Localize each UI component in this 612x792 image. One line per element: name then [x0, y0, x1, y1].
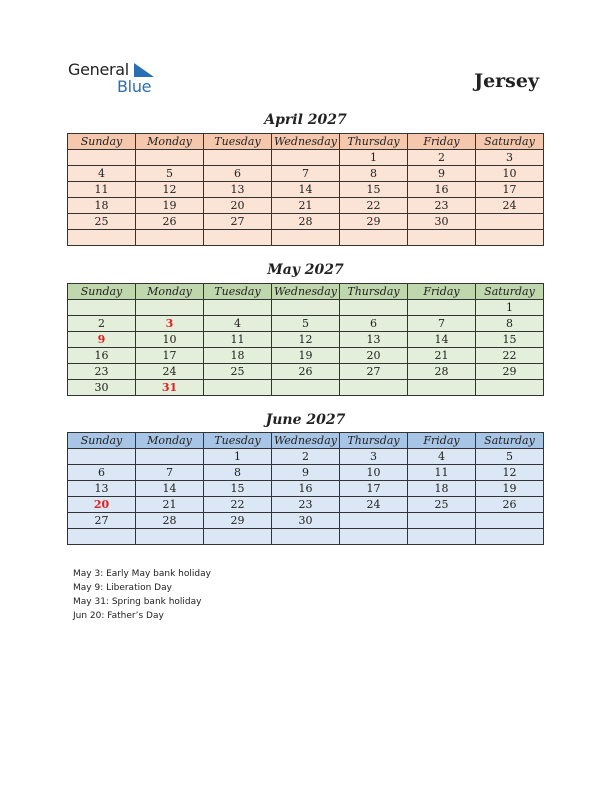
day-cell: 10: [136, 332, 204, 348]
day-cell: 20: [340, 348, 408, 364]
empty-day-cell: [68, 230, 136, 246]
empty-day-cell: [204, 529, 272, 545]
day-cell: 8: [476, 316, 544, 332]
day-cell: 2: [68, 316, 136, 332]
day-cell: 27: [204, 214, 272, 230]
day-cell: 19: [136, 198, 204, 214]
day-cell: 14: [272, 182, 340, 198]
day-cell: 22: [340, 198, 408, 214]
day-cell: 25: [204, 364, 272, 380]
generalblue-logo: [68, 60, 168, 96]
week-row: [68, 449, 544, 465]
weekday-header-tuesday: Tuesday: [204, 284, 272, 300]
day-cell: 3: [476, 150, 544, 166]
empty-day-cell: [68, 449, 136, 465]
day-cell: 26: [136, 214, 204, 230]
day-cell: 24: [340, 497, 408, 513]
empty-day-cell: [340, 513, 408, 529]
day-cell: 11: [408, 465, 476, 481]
calendar-body: [68, 150, 544, 246]
day-cell: 7: [272, 166, 340, 182]
week-row: [68, 348, 544, 364]
empty-day-cell: [68, 150, 136, 166]
weekday-header-row: [68, 134, 544, 150]
weekday-header-row: [68, 433, 544, 449]
day-cell: 16: [272, 481, 340, 497]
holiday-note: May 3: Early May bank holiday: [73, 569, 211, 579]
day-cell: 25: [68, 214, 136, 230]
weekday-header-sunday: Sunday: [68, 134, 136, 150]
weekday-header-tuesday: Tuesday: [204, 134, 272, 150]
weekday-header-tuesday: Tuesday: [204, 433, 272, 449]
day-cell: 10: [340, 465, 408, 481]
empty-day-cell: [476, 230, 544, 246]
weekday-header-row: [68, 284, 544, 300]
day-cell: 8: [204, 465, 272, 481]
day-cell: 30: [408, 214, 476, 230]
day-cell: 23: [68, 364, 136, 380]
day-cell: 22: [204, 497, 272, 513]
weekday-header-thursday: Thursday: [340, 134, 408, 150]
week-row: [68, 497, 544, 513]
empty-day-cell: [68, 529, 136, 545]
weekday-header-monday: Monday: [136, 134, 204, 150]
week-row: [68, 364, 544, 380]
calendar-body: [68, 300, 544, 396]
day-cell: 16: [408, 182, 476, 198]
day-cell: 11: [68, 182, 136, 198]
day-cell: 5: [476, 449, 544, 465]
day-cell: 28: [272, 214, 340, 230]
day-cell: 21: [136, 497, 204, 513]
week-row: [68, 198, 544, 214]
holiday-note: May 9: Liberation Day: [73, 583, 172, 593]
day-cell: 14: [136, 481, 204, 497]
day-cell: 10: [476, 166, 544, 182]
logo-triangle-icon: [132, 63, 154, 79]
empty-day-cell: [204, 150, 272, 166]
day-cell: 14: [408, 332, 476, 348]
weekday-header-wednesday: Wednesday: [272, 134, 340, 150]
empty-day-cell: [340, 380, 408, 396]
day-cell: 26: [476, 497, 544, 513]
logo-word-blue: Blue: [117, 77, 152, 96]
empty-day-cell: [340, 300, 408, 316]
empty-day-cell: [408, 529, 476, 545]
day-cell: 30: [272, 513, 340, 529]
week-row: [68, 214, 544, 230]
empty-day-cell: [476, 513, 544, 529]
day-cell: 13: [68, 481, 136, 497]
day-cell: 23: [272, 497, 340, 513]
weekday-header-saturday: Saturday: [476, 134, 544, 150]
holiday-notes: [73, 567, 211, 623]
day-cell: 30: [68, 380, 136, 396]
weekday-header-thursday: Thursday: [340, 433, 408, 449]
month-title-june: June 2027: [265, 412, 346, 428]
holiday-note: May 31: Spring bank holiday: [73, 597, 202, 607]
day-cell: 27: [68, 513, 136, 529]
day-cell: 12: [136, 182, 204, 198]
weekday-header-wednesday: Wednesday: [272, 284, 340, 300]
week-row: [68, 166, 544, 182]
day-cell: 1: [340, 150, 408, 166]
day-cell: 23: [408, 198, 476, 214]
day-cell: 19: [272, 348, 340, 364]
week-row: [68, 300, 544, 316]
day-cell: 19: [476, 481, 544, 497]
week-row: [68, 481, 544, 497]
day-cell: 18: [204, 348, 272, 364]
weekday-header-sunday: Sunday: [68, 284, 136, 300]
weekday-header-sunday: Sunday: [68, 433, 136, 449]
day-cell: 13: [204, 182, 272, 198]
holiday-day-cell: 3: [136, 316, 204, 332]
week-row: [68, 182, 544, 198]
week-row: [68, 230, 544, 246]
day-cell: 28: [136, 513, 204, 529]
day-cell: 9: [272, 465, 340, 481]
day-cell: 21: [272, 198, 340, 214]
empty-day-cell: [408, 513, 476, 529]
holiday-note: Jun 20: Father’s Day: [73, 611, 164, 621]
empty-day-cell: [340, 230, 408, 246]
empty-day-cell: [136, 300, 204, 316]
day-cell: 22: [476, 348, 544, 364]
day-cell: 2: [408, 150, 476, 166]
weekday-header-wednesday: Wednesday: [272, 433, 340, 449]
day-cell: 20: [204, 198, 272, 214]
weekday-header-saturday: Saturday: [476, 284, 544, 300]
day-cell: 29: [476, 364, 544, 380]
calendar-may: [67, 283, 544, 396]
day-cell: 5: [136, 166, 204, 182]
day-cell: 1: [204, 449, 272, 465]
empty-day-cell: [272, 380, 340, 396]
day-cell: 29: [204, 513, 272, 529]
day-cell: 13: [340, 332, 408, 348]
empty-day-cell: [476, 380, 544, 396]
day-cell: 4: [68, 166, 136, 182]
day-cell: 15: [340, 182, 408, 198]
weekday-header-friday: Friday: [408, 284, 476, 300]
empty-day-cell: [136, 150, 204, 166]
week-row: [68, 465, 544, 481]
day-cell: 15: [204, 481, 272, 497]
day-cell: 5: [272, 316, 340, 332]
day-cell: 17: [136, 348, 204, 364]
empty-day-cell: [272, 300, 340, 316]
weekday-header-thursday: Thursday: [340, 284, 408, 300]
empty-day-cell: [204, 230, 272, 246]
weekday-header-friday: Friday: [408, 433, 476, 449]
day-cell: 29: [340, 214, 408, 230]
week-row: [68, 513, 544, 529]
week-row: [68, 529, 544, 545]
day-cell: 26: [272, 364, 340, 380]
calendar-april: [67, 133, 544, 246]
day-cell: 27: [340, 364, 408, 380]
day-cell: 6: [68, 465, 136, 481]
empty-day-cell: [408, 230, 476, 246]
day-cell: 6: [204, 166, 272, 182]
day-cell: 17: [476, 182, 544, 198]
holiday-day-cell: 9: [68, 332, 136, 348]
weekday-header-saturday: Saturday: [476, 433, 544, 449]
empty-day-cell: [408, 300, 476, 316]
empty-day-cell: [476, 529, 544, 545]
day-cell: 18: [408, 481, 476, 497]
logo-word-general: General: [68, 60, 129, 79]
calendar-body: [68, 449, 544, 545]
day-cell: 8: [340, 166, 408, 182]
calendar-june: [67, 432, 544, 545]
day-cell: 16: [68, 348, 136, 364]
week-row: [68, 332, 544, 348]
day-cell: 15: [476, 332, 544, 348]
empty-day-cell: [204, 300, 272, 316]
week-row: [68, 316, 544, 332]
weekday-header-monday: Monday: [136, 284, 204, 300]
empty-day-cell: [204, 380, 272, 396]
empty-day-cell: [340, 529, 408, 545]
week-row: [68, 150, 544, 166]
empty-day-cell: [136, 230, 204, 246]
day-cell: 2: [272, 449, 340, 465]
holiday-day-cell: 31: [136, 380, 204, 396]
empty-day-cell: [272, 150, 340, 166]
day-cell: 7: [136, 465, 204, 481]
day-cell: 9: [408, 166, 476, 182]
day-cell: 4: [204, 316, 272, 332]
day-cell: 18: [68, 198, 136, 214]
empty-day-cell: [272, 529, 340, 545]
day-cell: 17: [340, 481, 408, 497]
month-title-april: April 2027: [264, 112, 347, 128]
day-cell: 12: [476, 465, 544, 481]
day-cell: 11: [204, 332, 272, 348]
day-cell: 24: [476, 198, 544, 214]
empty-day-cell: [476, 214, 544, 230]
empty-day-cell: [68, 300, 136, 316]
day-cell: 21: [408, 348, 476, 364]
empty-day-cell: [136, 529, 204, 545]
empty-day-cell: [272, 230, 340, 246]
holiday-day-cell: 20: [68, 497, 136, 513]
weekday-header-friday: Friday: [408, 134, 476, 150]
day-cell: 1: [476, 300, 544, 316]
day-cell: 7: [408, 316, 476, 332]
day-cell: 12: [272, 332, 340, 348]
day-cell: 6: [340, 316, 408, 332]
day-cell: 25: [408, 497, 476, 513]
empty-day-cell: [408, 380, 476, 396]
day-cell: 24: [136, 364, 204, 380]
week-row: [68, 380, 544, 396]
day-cell: 4: [408, 449, 476, 465]
day-cell: 28: [408, 364, 476, 380]
month-title-may: May 2027: [267, 262, 344, 278]
weekday-header-monday: Monday: [136, 433, 204, 449]
day-cell: 3: [340, 449, 408, 465]
region-title: Jersey: [474, 70, 539, 92]
empty-day-cell: [136, 449, 204, 465]
